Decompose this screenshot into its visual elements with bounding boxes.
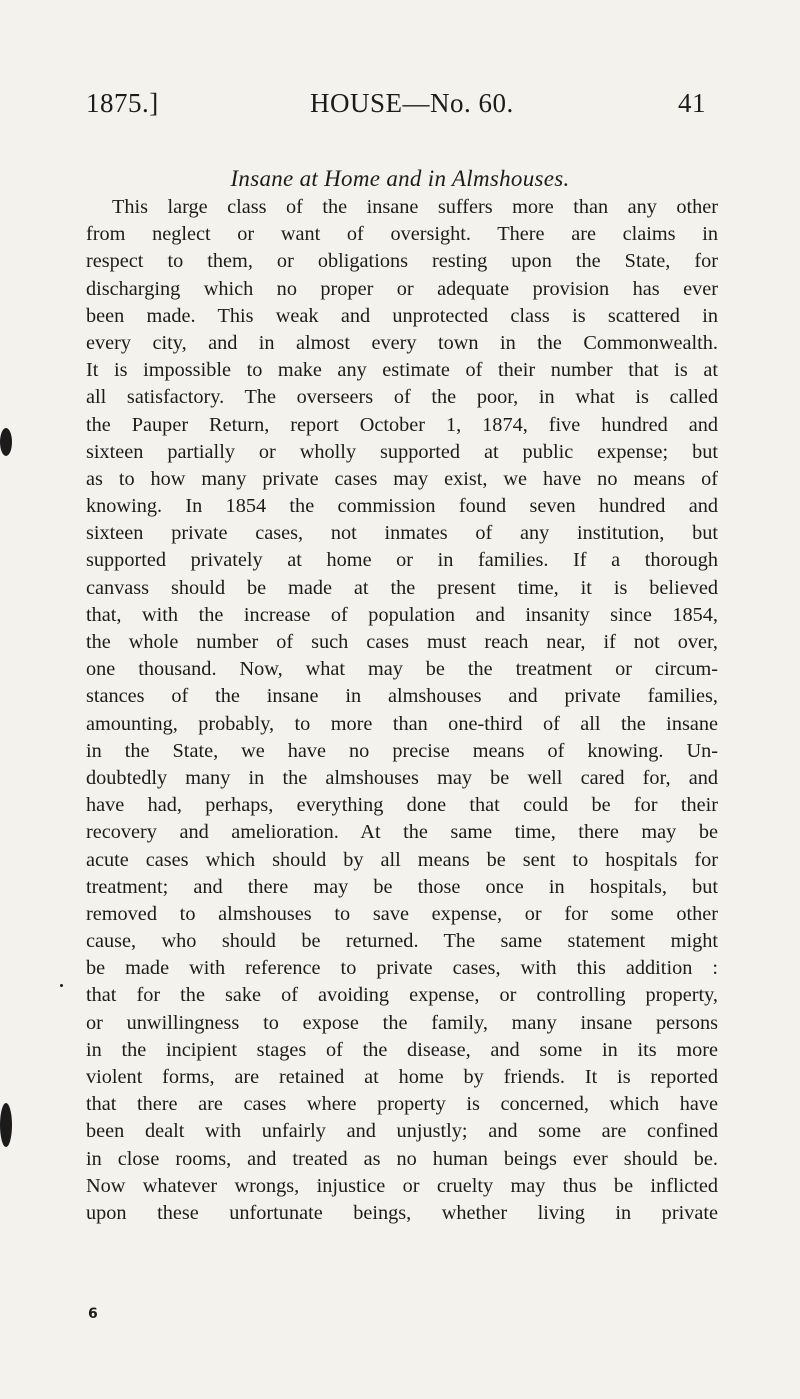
- text-line: sixteen partially or wholly supported at public expense; but: [86, 440, 718, 463]
- text-line: all satisfactory. The overseers of the poor, in what is called: [86, 386, 718, 409]
- text-line: It is impossible to make any estimate of their number that is at: [86, 359, 718, 382]
- text-line: discharging which no proper or adequate provision has ever: [86, 277, 718, 300]
- body-paragraph: [86, 194, 718, 1227]
- text-line: recovery and amelioration. At the same time, there may be: [86, 821, 718, 844]
- text-line: This large class of the insane suffers more than any other: [112, 196, 718, 218]
- section-title: Insane at Home and in Almshouses.: [230, 166, 570, 191]
- binding-hole-mark: [0, 428, 12, 456]
- ink-speck: [60, 984, 63, 987]
- text-line: been dealt with unfairly and unjustly; and some are confined: [86, 1120, 718, 1143]
- text-line: that there are cases where property is concerned, which have: [86, 1093, 718, 1116]
- text-line: the Pauper Return, report October 1, 1874, five hundred and: [86, 413, 718, 436]
- text-line: treatment; and there may be those once in hospitals, but: [86, 875, 718, 898]
- text-line: or unwillingness to expose the family, many insane persons: [86, 1011, 718, 1034]
- text-line: be made with reference to private cases, with this addition :: [86, 957, 718, 980]
- text-line: in the incipient stages of the disease, and some in its more: [86, 1038, 718, 1061]
- text-line: violent forms, are retained at home by friends. It is reported: [86, 1066, 718, 1088]
- text-line: amounting, probably, to more than one-third of all the insane: [86, 712, 718, 735]
- text-line: doubtedly many in the almshouses may be well cared for, and: [86, 766, 718, 789]
- text-line: that for the sake of avoiding expense, or controlling property,: [86, 984, 718, 1007]
- text-line: have had, perhaps, everything done that could be for their: [86, 794, 718, 817]
- text-line: from neglect or want of oversight. There are claims in: [86, 223, 718, 246]
- text-line: stances of the insane in almshouses and private families,: [86, 685, 718, 708]
- text-line: supported privately at home or in families. If a thorough: [86, 549, 718, 572]
- text-line: been made. This weak and unprotected class is scattered in: [86, 304, 718, 327]
- text-line: one thousand. Now, what may be the treatment or circum-: [86, 658, 718, 681]
- text-line: removed to almshouses to save expense, or for some other: [86, 902, 718, 925]
- text-line: as to how many private cases may exist, we have no means of: [86, 467, 718, 490]
- binding-hole-mark: [0, 1103, 12, 1147]
- running-header: [86, 88, 706, 118]
- text-line: cause, who should be returned. The same statement might: [86, 930, 718, 953]
- text-line: in the State, we have no precise means of knowing. Un-: [86, 739, 718, 762]
- text-line: every city, and in almost every town in the Commonwealth.: [86, 331, 718, 354]
- signature-mark: 6: [88, 1306, 98, 1322]
- header-document-number: HOUSE—No. 60.: [310, 88, 514, 118]
- text-line: canvass should be made at the present time, it is believed: [86, 576, 718, 599]
- text-line: sixteen private cases, not inmates of any institution, but: [86, 522, 718, 545]
- text-line: Now whatever wrongs, injustice or cruelty may thus be inflicted: [86, 1174, 718, 1197]
- text-line: respect to them, or obligations resting upon the State, for: [86, 250, 718, 273]
- text-line: that, with the increase of population and insanity since 1854,: [86, 603, 718, 626]
- text-line: knowing. In 1854 the commission found seven hundred and: [86, 495, 718, 518]
- text-line: upon these unfortunate beings, whether living in private: [86, 1201, 718, 1224]
- header-year: 1875.]: [86, 88, 159, 118]
- header-page-number: 41: [678, 88, 706, 118]
- text-line: the whole number of such cases must reach near, if not over,: [86, 631, 718, 653]
- text-line: in close rooms, and treated as no human beings ever should be.: [86, 1147, 718, 1170]
- text-line: acute cases which should by all means be sent to hospitals for: [86, 848, 718, 871]
